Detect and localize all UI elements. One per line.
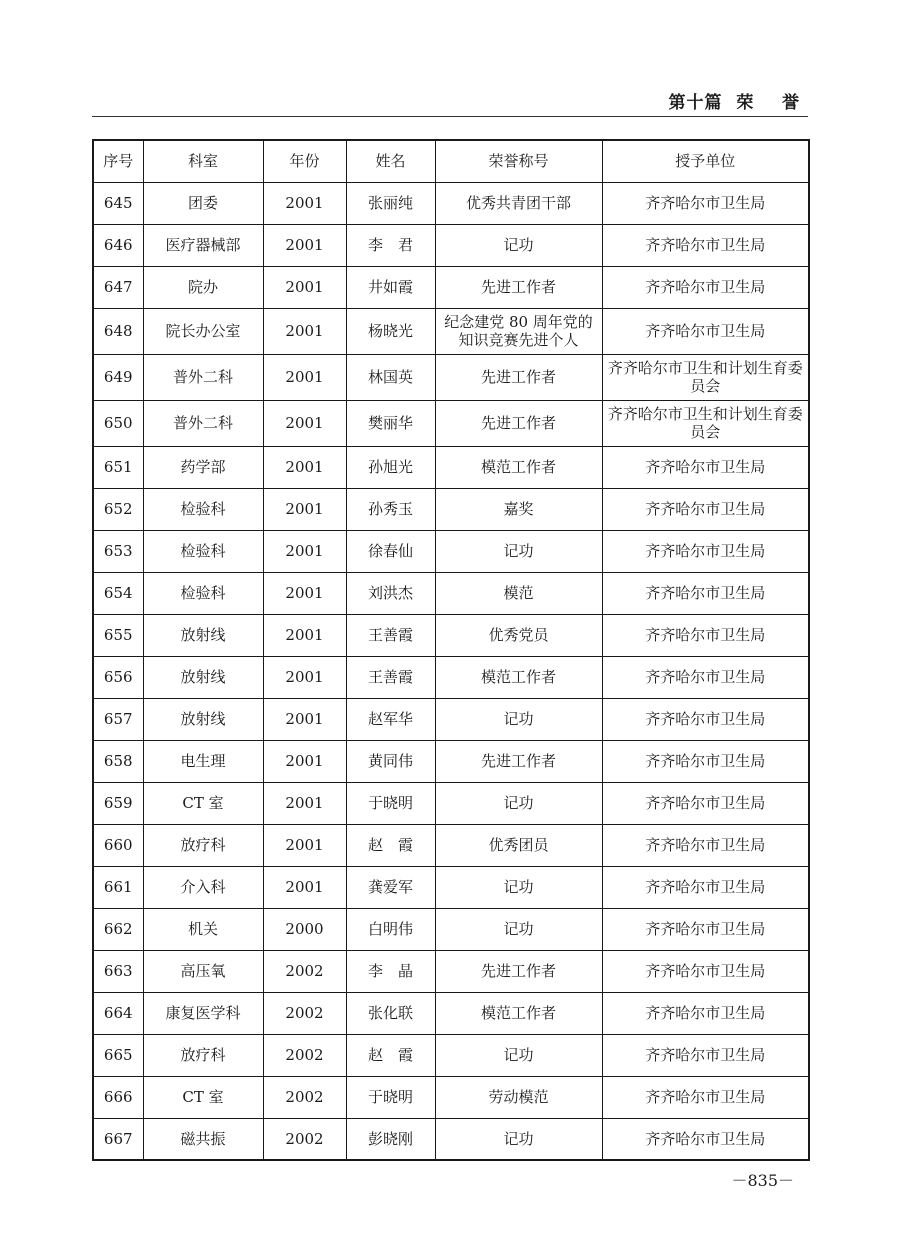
cell-index: 667 [93, 1118, 143, 1160]
cell-year: 2001 [263, 224, 346, 266]
cell-name: 张化联 [346, 992, 435, 1034]
cell-honor-title: 先进工作者 [435, 354, 602, 400]
cell-name: 孙旭光 [346, 446, 435, 488]
cell-department: 放射线 [143, 656, 263, 698]
cell-honor-title: 先进工作者 [435, 950, 602, 992]
cell-awarding-unit: 齐齐哈尔市卫生局 [602, 740, 809, 782]
cell-name: 白明伟 [346, 908, 435, 950]
cell-index: 656 [93, 656, 143, 698]
cell-name: 王善霞 [346, 614, 435, 656]
cell-awarding-unit: 齐齐哈尔市卫生局 [602, 1076, 809, 1118]
cell-name: 赵 霞 [346, 1034, 435, 1076]
table-row [93, 614, 809, 656]
cell-name: 李 晶 [346, 950, 435, 992]
cell-index: 657 [93, 698, 143, 740]
cell-department: 高压氧 [143, 950, 263, 992]
cell-name: 于晓明 [346, 782, 435, 824]
cell-index: 658 [93, 740, 143, 782]
cell-department: 放疗科 [143, 1034, 263, 1076]
column-header-department: 科室 [143, 140, 263, 182]
cell-honor-title: 劳动模范 [435, 1076, 602, 1118]
cell-awarding-unit: 齐齐哈尔市卫生局 [602, 224, 809, 266]
cell-awarding-unit: 齐齐哈尔市卫生局 [602, 266, 809, 308]
cell-year: 2001 [263, 824, 346, 866]
cell-honor-title: 记功 [435, 530, 602, 572]
cell-awarding-unit: 齐齐哈尔市卫生局 [602, 1034, 809, 1076]
cell-awarding-unit: 齐齐哈尔市卫生局 [602, 530, 809, 572]
cell-department: 检验科 [143, 572, 263, 614]
running-header [92, 86, 808, 117]
cell-awarding-unit: 齐齐哈尔市卫生局 [602, 182, 809, 224]
cell-name: 王善霞 [346, 656, 435, 698]
cell-year: 2001 [263, 572, 346, 614]
cell-index: 662 [93, 908, 143, 950]
cell-index: 650 [93, 400, 143, 446]
cell-index: 645 [93, 182, 143, 224]
cell-honor-title: 模范工作者 [435, 992, 602, 1034]
cell-department: 康复医学科 [143, 992, 263, 1034]
column-header-year: 年份 [263, 140, 346, 182]
table-row [93, 1034, 809, 1076]
cell-department: 机关 [143, 908, 263, 950]
cell-name: 孙秀玉 [346, 488, 435, 530]
cell-index: 654 [93, 572, 143, 614]
cell-name: 李 君 [346, 224, 435, 266]
table-header [93, 140, 809, 182]
cell-index: 664 [93, 992, 143, 1034]
cell-honor-title: 优秀党员 [435, 614, 602, 656]
cell-awarding-unit: 齐齐哈尔市卫生局 [602, 950, 809, 992]
cell-year: 2002 [263, 1076, 346, 1118]
table-row [93, 266, 809, 308]
cell-awarding-unit: 齐齐哈尔市卫生局 [602, 698, 809, 740]
table-row [93, 824, 809, 866]
cell-department: 院办 [143, 266, 263, 308]
cell-name: 赵军华 [346, 698, 435, 740]
cell-department: 放射线 [143, 614, 263, 656]
cell-index: 646 [93, 224, 143, 266]
cell-index: 649 [93, 354, 143, 400]
cell-year: 2001 [263, 182, 346, 224]
cell-honor-title: 记功 [435, 224, 602, 266]
cell-index: 661 [93, 866, 143, 908]
column-header-awarding-unit: 授予单位 [602, 140, 809, 182]
cell-year: 2001 [263, 530, 346, 572]
cell-honor-title: 嘉奖 [435, 488, 602, 530]
cell-department: 放疗科 [143, 824, 263, 866]
cell-department: 药学部 [143, 446, 263, 488]
cell-name: 彭晓刚 [346, 1118, 435, 1160]
cell-honor-title: 优秀团员 [435, 824, 602, 866]
cell-honor-title: 纪念建党 80 周年党的知识竞赛先进个人 [435, 308, 602, 354]
cell-awarding-unit: 齐齐哈尔市卫生局 [602, 782, 809, 824]
cell-awarding-unit: 齐齐哈尔市卫生局 [602, 572, 809, 614]
cell-department: 普外二科 [143, 354, 263, 400]
cell-department: CT 室 [143, 1076, 263, 1118]
cell-awarding-unit: 齐齐哈尔市卫生局 [602, 446, 809, 488]
cell-year: 2002 [263, 950, 346, 992]
cell-name: 樊丽华 [346, 400, 435, 446]
cell-year: 2001 [263, 740, 346, 782]
column-header-index: 序号 [93, 140, 143, 182]
cell-awarding-unit: 齐齐哈尔市卫生局 [602, 992, 809, 1034]
table-row [93, 488, 809, 530]
cell-index: 652 [93, 488, 143, 530]
table-row [93, 572, 809, 614]
cell-year: 2002 [263, 992, 346, 1034]
cell-name: 井如霞 [346, 266, 435, 308]
cell-honor-title: 先进工作者 [435, 740, 602, 782]
table-row [93, 1076, 809, 1118]
cell-index: 647 [93, 266, 143, 308]
cell-index: 666 [93, 1076, 143, 1118]
column-header-name: 姓名 [346, 140, 435, 182]
cell-awarding-unit: 齐齐哈尔市卫生局 [602, 908, 809, 950]
honors-table [92, 139, 810, 1161]
cell-name: 于晓明 [346, 1076, 435, 1118]
table-row [93, 950, 809, 992]
cell-index: 659 [93, 782, 143, 824]
cell-year: 2001 [263, 446, 346, 488]
cell-year: 2001 [263, 698, 346, 740]
cell-honor-title: 优秀共青团干部 [435, 182, 602, 224]
cell-name: 龚爱军 [346, 866, 435, 908]
cell-department: 院长办公室 [143, 308, 263, 354]
table-row [93, 782, 809, 824]
cell-name: 杨晓光 [346, 308, 435, 354]
table-row [93, 224, 809, 266]
cell-honor-title: 记功 [435, 698, 602, 740]
table-row [93, 698, 809, 740]
cell-department: CT 室 [143, 782, 263, 824]
cell-year: 2001 [263, 614, 346, 656]
column-header-honor-title: 荣誉称号 [435, 140, 602, 182]
cell-honor-title: 记功 [435, 1034, 602, 1076]
cell-honor-title: 记功 [435, 908, 602, 950]
cell-awarding-unit: 齐齐哈尔市卫生局 [602, 656, 809, 698]
cell-honor-title: 记功 [435, 866, 602, 908]
cell-department: 团委 [143, 182, 263, 224]
cell-department: 普外二科 [143, 400, 263, 446]
table-row [93, 740, 809, 782]
table-row [93, 446, 809, 488]
cell-department: 磁共振 [143, 1118, 263, 1160]
cell-department: 检验科 [143, 530, 263, 572]
cell-index: 665 [93, 1034, 143, 1076]
table-row [93, 866, 809, 908]
table-row [93, 656, 809, 698]
cell-awarding-unit: 齐齐哈尔市卫生局 [602, 488, 809, 530]
cell-year: 2000 [263, 908, 346, 950]
cell-awarding-unit: 齐齐哈尔市卫生和计划生育委员会 [602, 400, 809, 446]
table-row [93, 992, 809, 1034]
cell-name: 徐春仙 [346, 530, 435, 572]
cell-awarding-unit: 齐齐哈尔市卫生局 [602, 308, 809, 354]
cell-honor-title: 模范 [435, 572, 602, 614]
cell-honor-title: 先进工作者 [435, 400, 602, 446]
cell-index: 663 [93, 950, 143, 992]
cell-year: 2001 [263, 308, 346, 354]
cell-year: 2002 [263, 1118, 346, 1160]
table-row [93, 308, 809, 354]
cell-honor-title: 模范工作者 [435, 656, 602, 698]
cell-year: 2001 [263, 266, 346, 308]
cell-index: 651 [93, 446, 143, 488]
cell-honor-title: 模范工作者 [435, 446, 602, 488]
chapter-title: 第十篇 荣 誉 [668, 93, 800, 113]
cell-awarding-unit: 齐齐哈尔市卫生局 [602, 824, 809, 866]
cell-honor-title: 先进工作者 [435, 266, 602, 308]
cell-awarding-unit: 齐齐哈尔市卫生局 [602, 1118, 809, 1160]
table-row [93, 530, 809, 572]
cell-index: 655 [93, 614, 143, 656]
cell-year: 2002 [263, 1034, 346, 1076]
cell-index: 648 [93, 308, 143, 354]
cell-department: 放射线 [143, 698, 263, 740]
cell-name: 赵 霞 [346, 824, 435, 866]
cell-year: 2001 [263, 354, 346, 400]
cell-year: 2001 [263, 866, 346, 908]
header-row [93, 140, 809, 182]
cell-awarding-unit: 齐齐哈尔市卫生局 [602, 614, 809, 656]
cell-department: 介入科 [143, 866, 263, 908]
cell-year: 2001 [263, 782, 346, 824]
table-row [93, 908, 809, 950]
cell-department: 医疗器械部 [143, 224, 263, 266]
table-row [93, 182, 809, 224]
cell-year: 2001 [263, 400, 346, 446]
table-row [93, 400, 809, 446]
table-row [93, 354, 809, 400]
cell-year: 2001 [263, 488, 346, 530]
cell-name: 林国英 [346, 354, 435, 400]
cell-department: 检验科 [143, 488, 263, 530]
cell-index: 660 [93, 824, 143, 866]
cell-name: 黄同伟 [346, 740, 435, 782]
table-row [93, 1118, 809, 1160]
cell-department: 电生理 [143, 740, 263, 782]
cell-honor-title: 记功 [435, 782, 602, 824]
cell-honor-title: 记功 [435, 1118, 602, 1160]
cell-awarding-unit: 齐齐哈尔市卫生和计划生育委员会 [602, 354, 809, 400]
cell-name: 刘洪杰 [346, 572, 435, 614]
cell-year: 2001 [263, 656, 346, 698]
table-body [93, 182, 809, 1160]
cell-name: 张丽纯 [346, 182, 435, 224]
cell-index: 653 [93, 530, 143, 572]
page-number: －835－ [731, 1171, 794, 1190]
cell-awarding-unit: 齐齐哈尔市卫生局 [602, 866, 809, 908]
